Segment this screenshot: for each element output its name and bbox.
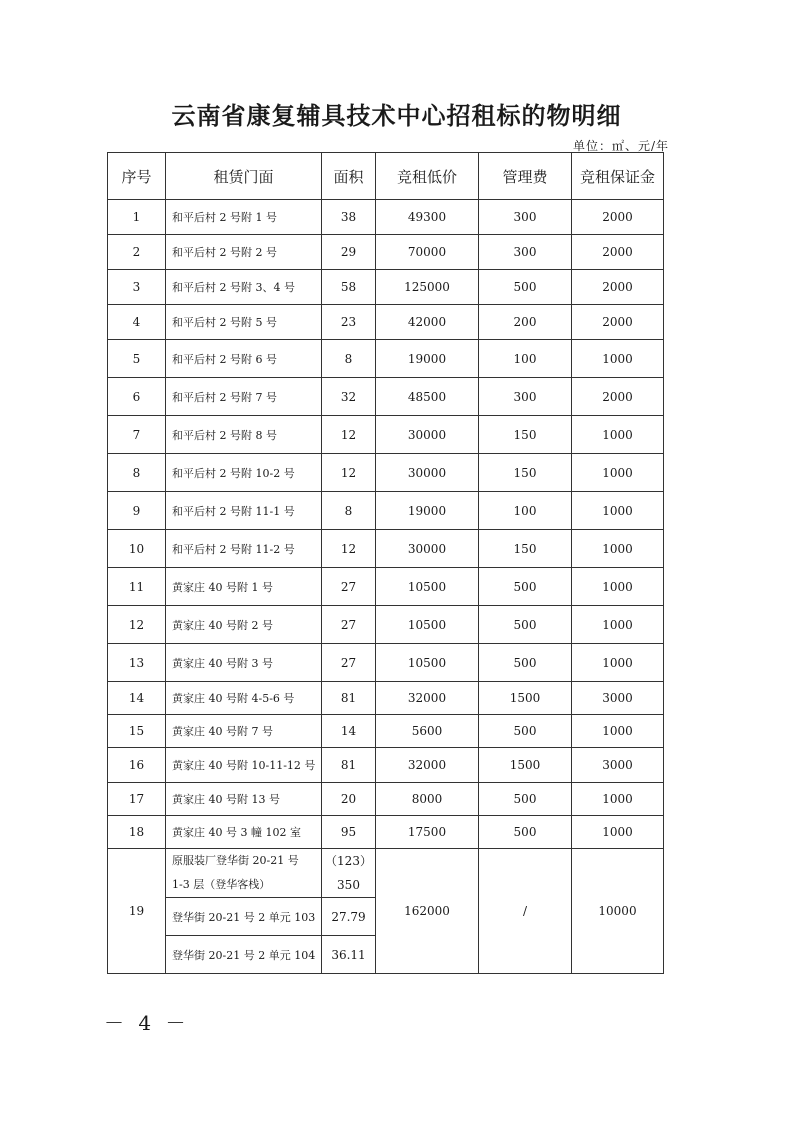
table-row (108, 378, 664, 416)
cell-min-price: 19000 (376, 340, 479, 378)
cell-no: 4 (108, 305, 166, 340)
cell-no: 11 (108, 568, 166, 606)
cell-min-price: 10500 (376, 606, 479, 644)
cell-deposit: 2000 (572, 270, 664, 305)
cell-min-price: 48500 (376, 378, 479, 416)
cell-area: 20 (322, 783, 376, 816)
table-row (108, 530, 664, 568)
cell-no: 7 (108, 416, 166, 454)
cell-area: 8 (322, 492, 376, 530)
cell-area (322, 849, 376, 898)
cell-deposit: 2000 (572, 378, 664, 416)
cell-shop: 和平后村 2 号附 8 号 (166, 416, 322, 454)
cell-area: 36.11 (322, 936, 376, 974)
header-min-price: 竞租低价 (376, 153, 479, 200)
cell-mgmt-fee: 200 (479, 305, 572, 340)
cell-deposit: 1000 (572, 530, 664, 568)
cell-min-price: 10500 (376, 568, 479, 606)
cell-mgmt-fee: 1500 (479, 748, 572, 783)
cell-shop: 和平后村 2 号附 5 号 (166, 305, 322, 340)
cell-area: 27 (322, 644, 376, 682)
cell-min-price: 49300 (376, 200, 479, 235)
cell-mgmt-fee: 500 (479, 644, 572, 682)
cell-min-price: 5600 (376, 715, 479, 748)
table-row (108, 270, 664, 305)
cell-deposit: 3000 (572, 748, 664, 783)
cell-area: 32 (322, 378, 376, 416)
cell-deposit: 1000 (572, 816, 664, 849)
cell-area: 12 (322, 454, 376, 492)
cell-mgmt-fee: 300 (479, 200, 572, 235)
table-row (108, 682, 664, 715)
cell-no: 3 (108, 270, 166, 305)
cell-deposit: 1000 (572, 606, 664, 644)
cell-shop: 和平后村 2 号附 3、4 号 (166, 270, 322, 305)
cell-mgmt-fee: 500 (479, 568, 572, 606)
cell-mgmt-fee: 500 (479, 816, 572, 849)
cell-deposit: 1000 (572, 715, 664, 748)
cell-shop: 黄家庄 40 号附 10-11-12 号 (166, 748, 322, 783)
cell-mgmt-fee: 150 (479, 530, 572, 568)
cell-deposit: 1000 (572, 454, 664, 492)
cell-area: 12 (322, 416, 376, 454)
cell-area: 38 (322, 200, 376, 235)
cell-deposit: 1000 (572, 492, 664, 530)
cell-no: 12 (108, 606, 166, 644)
cell-area: 27 (322, 606, 376, 644)
cell-deposit: 1000 (572, 416, 664, 454)
cell-mgmt-fee: 500 (479, 270, 572, 305)
cell-min-price: 30000 (376, 454, 479, 492)
table-row (108, 454, 664, 492)
cell-shop-line1: 原服装厂登华街 20-21 号 (172, 854, 299, 867)
cell-shop: 和平后村 2 号附 6 号 (166, 340, 322, 378)
table-header-row (108, 153, 664, 200)
cell-no: 14 (108, 682, 166, 715)
cell-area: 27.79 (322, 898, 376, 936)
cell-no: 6 (108, 378, 166, 416)
table-row (108, 606, 664, 644)
cell-mgmt-fee: 500 (479, 715, 572, 748)
cell-min-price: 162000 (376, 849, 479, 974)
cell-no: 1 (108, 200, 166, 235)
cell-min-price: 8000 (376, 783, 479, 816)
cell-shop: 黄家庄 40 号 3 幢 102 室 (166, 816, 322, 849)
cell-deposit: 3000 (572, 682, 664, 715)
cell-mgmt-fee: 500 (479, 783, 572, 816)
cell-no: 13 (108, 644, 166, 682)
table-row (108, 416, 664, 454)
cell-area: 27 (322, 568, 376, 606)
cell-shop (166, 849, 322, 898)
cell-min-price: 32000 (376, 748, 479, 783)
cell-deposit: 1000 (572, 568, 664, 606)
cell-shop: 登华街 20-21 号 2 单元 103 (166, 898, 322, 936)
table-row (108, 492, 664, 530)
cell-shop: 黄家庄 40 号附 1 号 (166, 568, 322, 606)
cell-no: 17 (108, 783, 166, 816)
unit-note: 单位：㎡、元/年 (572, 139, 669, 153)
cell-mgmt-fee: 300 (479, 235, 572, 270)
cell-area: 81 (322, 748, 376, 783)
cell-deposit: 1000 (572, 340, 664, 378)
cell-shop: 和平后村 2 号附 7 号 (166, 378, 322, 416)
cell-mgmt-fee: / (479, 849, 572, 974)
table-row (108, 305, 664, 340)
table-row (108, 816, 664, 849)
cell-mgmt-fee: 1500 (479, 682, 572, 715)
cell-no: 18 (108, 816, 166, 849)
table-row (108, 340, 664, 378)
cell-mgmt-fee: 100 (479, 492, 572, 530)
cell-min-price: 30000 (376, 530, 479, 568)
cell-no: 16 (108, 748, 166, 783)
cell-no: 8 (108, 454, 166, 492)
cell-min-price: 125000 (376, 270, 479, 305)
cell-min-price: 10500 (376, 644, 479, 682)
cell-shop: 和平后村 2 号附 1 号 (166, 200, 322, 235)
cell-area-line1: （123） (325, 854, 372, 868)
table-row (108, 849, 664, 898)
cell-mgmt-fee: 500 (479, 606, 572, 644)
cell-shop: 和平后村 2 号附 11-2 号 (166, 530, 322, 568)
cell-area: 14 (322, 715, 376, 748)
cell-min-price: 30000 (376, 416, 479, 454)
table-row (108, 783, 664, 816)
cell-area: 58 (322, 270, 376, 305)
cell-area: 29 (322, 235, 376, 270)
cell-shop: 黄家庄 40 号附 7 号 (166, 715, 322, 748)
cell-shop: 黄家庄 40 号附 13 号 (166, 783, 322, 816)
cell-min-price: 32000 (376, 682, 479, 715)
header-shop: 租赁门面 (166, 153, 322, 200)
cell-no: 9 (108, 492, 166, 530)
cell-deposit: 2000 (572, 200, 664, 235)
cell-deposit: 2000 (572, 235, 664, 270)
cell-no: 15 (108, 715, 166, 748)
cell-shop: 黄家庄 40 号附 3 号 (166, 644, 322, 682)
header-area: 面积 (322, 153, 376, 200)
cell-area: 23 (322, 305, 376, 340)
cell-shop: 和平后村 2 号附 11-1 号 (166, 492, 322, 530)
lease-items-table (107, 152, 664, 974)
cell-area: 8 (322, 340, 376, 378)
cell-shop: 和平后村 2 号附 2 号 (166, 235, 322, 270)
cell-min-price: 19000 (376, 492, 479, 530)
cell-no: 5 (108, 340, 166, 378)
cell-mgmt-fee: 100 (479, 340, 572, 378)
table-row (108, 715, 664, 748)
cell-deposit: 1000 (572, 783, 664, 816)
cell-deposit: 1000 (572, 644, 664, 682)
cell-deposit: 2000 (572, 305, 664, 340)
cell-shop: 黄家庄 40 号附 4-5-6 号 (166, 682, 322, 715)
table-row (108, 568, 664, 606)
cell-no: 10 (108, 530, 166, 568)
cell-area: 12 (322, 530, 376, 568)
cell-area-line2: 350 (337, 878, 360, 892)
cell-mgmt-fee: 150 (479, 454, 572, 492)
document-title: 云南省康复辅具技术中心招租标的物明细 (171, 102, 622, 130)
cell-area: 95 (322, 816, 376, 849)
cell-shop: 和平后村 2 号附 10-2 号 (166, 454, 322, 492)
table-row (108, 235, 664, 270)
cell-deposit: 10000 (572, 849, 664, 974)
table-row (108, 748, 664, 783)
header-deposit: 竞租保证金 (572, 153, 664, 200)
cell-shop: 登华街 20-21 号 2 单元 104 (166, 936, 322, 974)
cell-min-price: 42000 (376, 305, 479, 340)
page-number: － 4 － (104, 1011, 190, 1035)
cell-no: 2 (108, 235, 166, 270)
cell-area: 81 (322, 682, 376, 715)
cell-min-price: 70000 (376, 235, 479, 270)
header-no: 序号 (108, 153, 166, 200)
cell-shop-line2: 1-3 层（登华客栈） (172, 878, 271, 891)
table-row (108, 644, 664, 682)
table-row (108, 200, 664, 235)
cell-mgmt-fee: 300 (479, 378, 572, 416)
cell-mgmt-fee: 150 (479, 416, 572, 454)
cell-min-price: 17500 (376, 816, 479, 849)
header-mgmt-fee: 管理费 (479, 153, 572, 200)
cell-shop: 黄家庄 40 号附 2 号 (166, 606, 322, 644)
cell-no: 19 (108, 849, 166, 974)
